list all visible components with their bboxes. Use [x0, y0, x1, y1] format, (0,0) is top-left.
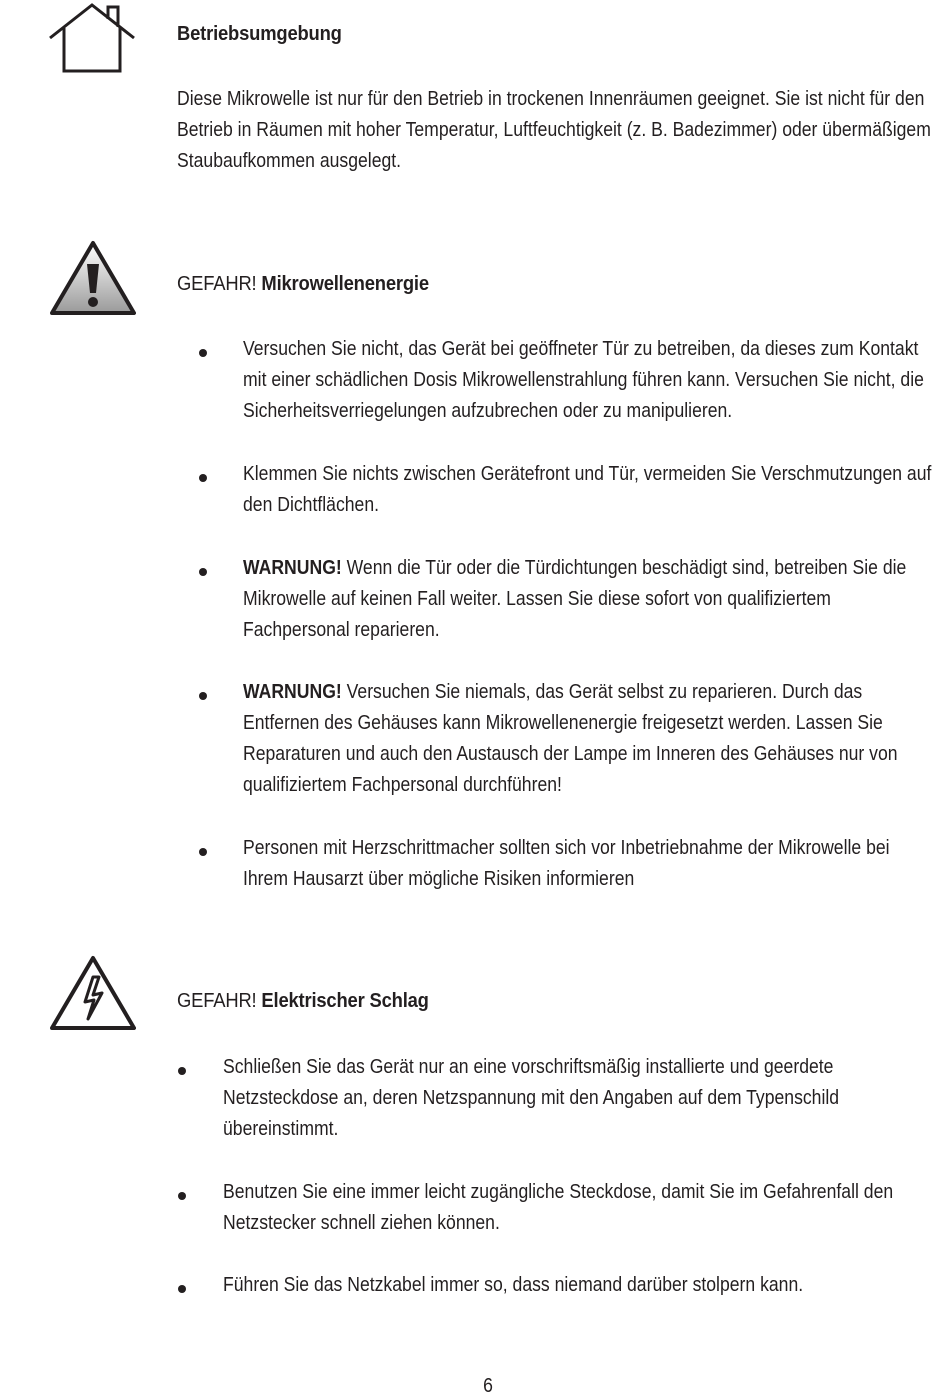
bullet	[199, 848, 207, 856]
environment-paragraph: Diese Mikrowelle ist nur für den Betrieb in trockenen Innenräumen geeignet. Sie ist nicht für den Betrieb in Räumen mit hoher Temperatur, Luftfeuchtigkeit (z. B. Badezimmer) oder übermäßigem Staubaufkommen ausgelegt.	[177, 88, 931, 172]
list-item-text: Personen mit Herzschrittmacher sollten sich vor Inbetriebnahme der Mikrowelle bei Ihrem Hausarzt über mögliche Risiken informieren	[243, 837, 890, 890]
bullet	[199, 349, 207, 357]
section-heading-microwave	[177, 273, 429, 296]
bullet	[178, 1285, 186, 1293]
list-item-text: Benutzen Sie eine immer leicht zugängliche Steckdose, damit Sie im Gefahrenfall den Netzstecker schnell ziehen können.	[223, 1181, 894, 1234]
bullet	[178, 1192, 186, 1200]
section-heading-electric	[177, 990, 429, 1013]
bullet	[199, 692, 207, 700]
bullet	[178, 1067, 186, 1075]
heading-title: Elektrischer Schlag	[261, 990, 429, 1012]
page-number: 6	[483, 1375, 493, 1397]
bullet	[199, 568, 207, 576]
gefahr-label: GEFAHR!	[177, 273, 257, 295]
list-item-text: WARNUNG! Versuchen Sie niemals, das Gerät selbst zu reparieren. Durch das Entfernen des Gehäuses kann Mikrowellenenergie freigesetzt werden. Lassen Sie Reparaturen und auch den Austausch der Lampe im Inneren des Gehäuses nur von qualifiziertem Fachpersonal durchführen!	[243, 681, 898, 796]
gefahr-label: GEFAHR!	[177, 990, 257, 1012]
heading-title: Mikrowellenenergie	[261, 273, 429, 295]
list-item-text: WARNUNG! Wenn die Tür oder die Türdichtungen beschädigt sind, betreiben Sie die Mikrowelle auf keinen Fall weiter. Lassen Sie diese sofort von qualifiziertem Fachpersonal reparieren.	[243, 557, 907, 641]
list-item-text: Schließen Sie das Gerät nur an eine vorschriftsmäßig installierte und geerdete Netzsteckdose an, deren Netzspannung mit den Angaben auf dem Typenschild übereinstimmt.	[223, 1056, 840, 1140]
list-item-text: Versuchen Sie nicht, das Gerät bei geöffneter Tür zu betreiben, da dieses zum Kontakt mit einer schädlichen Dosis Mikrowellenstrahlung führen kann. Versuchen Sie nicht, die Sicherheitsverriegelungen aufzubrechen oder zu manipulieren.	[243, 338, 924, 422]
list-item-text: Klemmen Sie nichts zwischen Gerätefront und Tür, vermeiden Sie Verschmutzungen auf den Dichtflächen.	[243, 463, 932, 516]
warning-label: WARNUNG!	[243, 681, 342, 703]
house-icon	[48, 2, 136, 74]
list-item-text: Führen Sie das Netzkabel immer so, dass niemand darüber stolpern kann.	[223, 1274, 804, 1296]
bullet	[199, 474, 207, 482]
section-heading-environment: Betriebsumgebung	[177, 23, 342, 45]
lightning-warning-icon	[50, 955, 136, 1031]
warning-label: WARNUNG!	[243, 557, 342, 579]
exclamation-warning-icon	[50, 240, 136, 316]
